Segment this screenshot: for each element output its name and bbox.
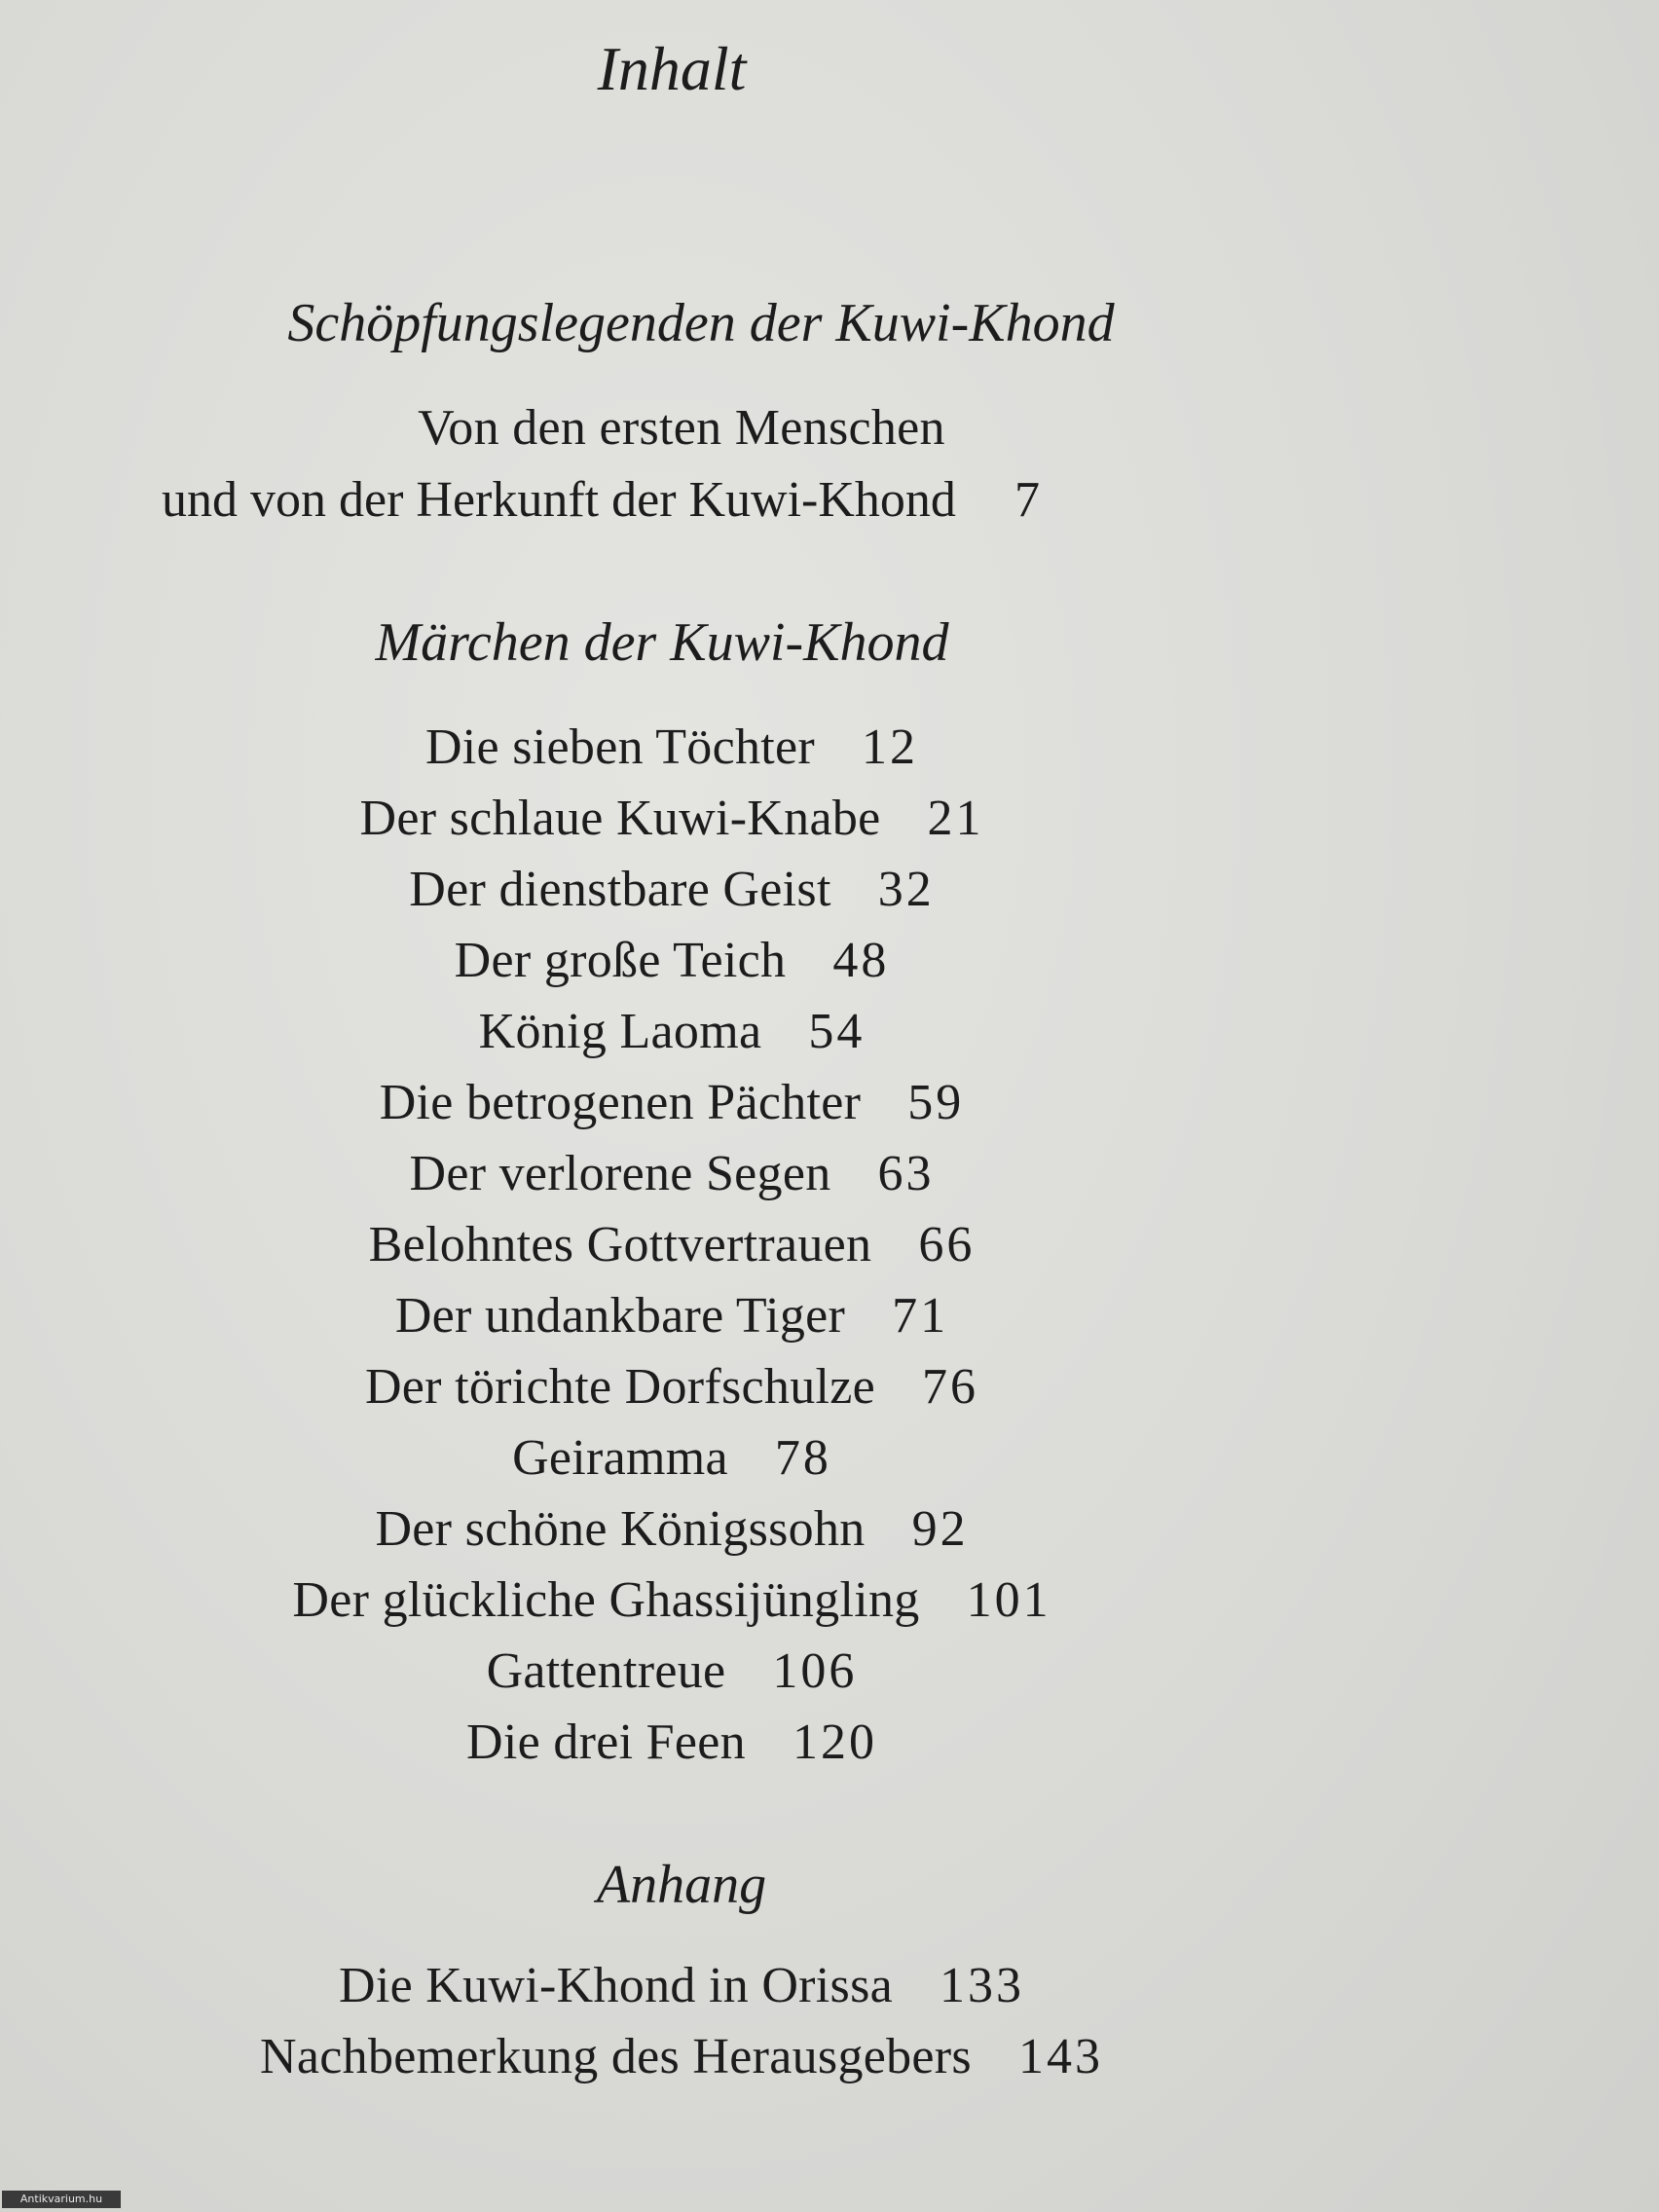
toc-entry bbox=[0, 861, 1344, 918]
toc-entry bbox=[0, 1571, 1344, 1629]
toc-entry-title: Der große Teich bbox=[454, 933, 787, 988]
toc-page-number: 71 bbox=[892, 1288, 949, 1344]
toc-entry-title: König Laoma bbox=[478, 1004, 762, 1059]
toc-entry bbox=[0, 790, 1344, 847]
toc-page-number: 101 bbox=[966, 1572, 1051, 1628]
toc-entry-title: Belohntes Gottvertrauen bbox=[368, 1217, 872, 1272]
toc-page-number: 59 bbox=[907, 1075, 965, 1130]
toc-entry-line-2 bbox=[162, 471, 1043, 529]
toc-entry bbox=[0, 1642, 1344, 1700]
toc-entry bbox=[0, 932, 1344, 989]
toc-entry-title: Die drei Feen bbox=[466, 1714, 746, 1770]
toc-entry-title: Der törichte Dorfschulze bbox=[364, 1359, 876, 1415]
toc-page-number: 21 bbox=[927, 791, 984, 846]
section-heading-creation-legends: Schöpfungslegenden der Kuwi-Khond bbox=[287, 293, 1115, 353]
section-heading-appendix: Anhang bbox=[596, 1855, 767, 1915]
toc-entry bbox=[0, 1074, 1344, 1131]
toc-entry-title: Der verlorene Segen bbox=[409, 1146, 831, 1201]
toc-page-number: 133 bbox=[940, 1958, 1025, 2013]
toc-entry-line-1: Von den ersten Menschen bbox=[418, 400, 945, 456]
toc-entry-title: Die Kuwi-Khond in Orissa bbox=[338, 1958, 894, 2013]
section-heading-fairy-tales: Märchen der Kuwi-Khond bbox=[375, 612, 949, 673]
toc-entry-title: Der undankbare Tiger bbox=[394, 1288, 846, 1344]
toc-entry bbox=[0, 1714, 1344, 1771]
toc-entry bbox=[0, 1216, 1344, 1273]
toc-entry bbox=[0, 1500, 1344, 1558]
toc-page-number: 48 bbox=[832, 933, 890, 988]
toc-entry bbox=[0, 1429, 1344, 1487]
toc-entry bbox=[10, 2028, 1353, 2085]
toc-entry bbox=[0, 1287, 1344, 1345]
toc-page-number: 78 bbox=[774, 1430, 831, 1486]
toc-page-number: 76 bbox=[922, 1359, 979, 1415]
toc-page-number: 12 bbox=[862, 719, 919, 775]
toc-entry bbox=[0, 1358, 1344, 1416]
page-title: Inhalt bbox=[597, 34, 747, 103]
toc-entry-title: Der glückliche Ghassijüngling bbox=[292, 1572, 920, 1628]
toc-page-number: 63 bbox=[877, 1146, 935, 1201]
toc-entry bbox=[10, 1957, 1353, 2014]
toc-page-number: 66 bbox=[918, 1217, 976, 1272]
toc-page-number: 54 bbox=[808, 1004, 866, 1059]
toc-entry-title: Der dienstbare Geist bbox=[409, 862, 831, 917]
toc-entry-title: Der schlaue Kuwi-Knabe bbox=[359, 791, 881, 846]
toc-entry-title: Nachbemerkung des Herausgebers bbox=[260, 2029, 972, 2084]
toc-entry-title: Die sieben Töchter bbox=[424, 719, 816, 775]
toc-entry-title: Geiramma bbox=[512, 1430, 728, 1486]
toc-page-number: 92 bbox=[911, 1501, 969, 1557]
toc-page-number: 7 bbox=[1014, 472, 1043, 528]
toc-page-number: 32 bbox=[877, 862, 935, 917]
toc-page-number: 106 bbox=[772, 1643, 858, 1699]
toc-page-number: 120 bbox=[792, 1714, 877, 1770]
toc-entry bbox=[0, 719, 1344, 776]
toc-entry-title: Die betrogenen Pächter bbox=[379, 1075, 862, 1130]
toc-page-number: 143 bbox=[1017, 2029, 1103, 2084]
source-watermark: Antikvarium.hu bbox=[2, 2191, 121, 2208]
toc-entry-title: Der schöne Königssohn bbox=[375, 1501, 866, 1557]
toc-entry-title: und von der Herkunft der Kuwi-Khond bbox=[162, 472, 956, 528]
toc-entry-title: Gattentreue bbox=[486, 1643, 726, 1699]
toc-entry bbox=[0, 1003, 1344, 1060]
toc-entry bbox=[0, 1145, 1344, 1202]
